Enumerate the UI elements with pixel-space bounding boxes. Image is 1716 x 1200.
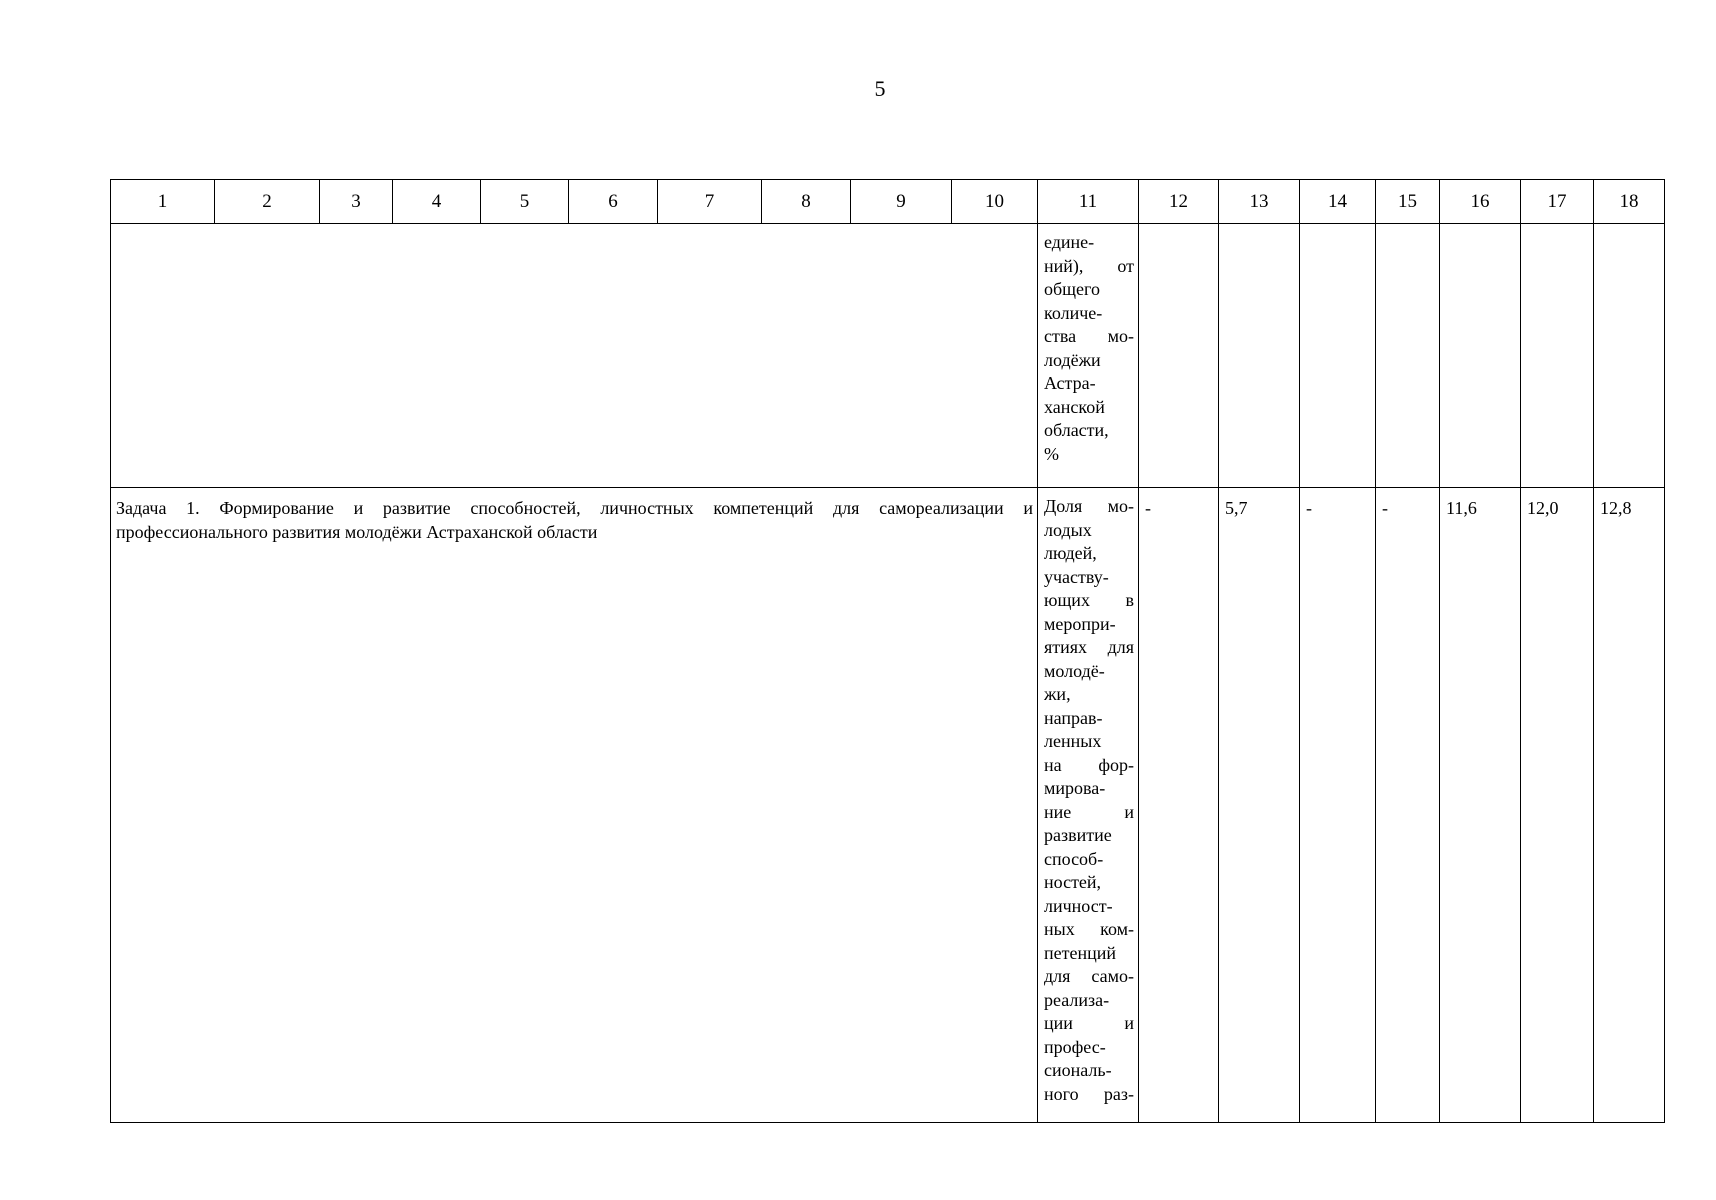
- header-cell: 18: [1594, 180, 1665, 224]
- indicator-line: лодых: [1044, 519, 1092, 540]
- indicator-line: едине-: [1044, 232, 1095, 252]
- header-cell: 8: [762, 180, 851, 224]
- value-cell-col-14: -: [1300, 488, 1376, 1123]
- indicator-line: области,: [1044, 420, 1109, 440]
- header-cell: 4: [393, 180, 481, 224]
- table-row-continuation: [111, 224, 1665, 488]
- indicator-line: участву-: [1044, 566, 1109, 587]
- indicator-line: Доля мо-: [1044, 496, 1134, 516]
- value-cell-col-15: -: [1376, 488, 1440, 1123]
- indicator-line: меропри-: [1044, 613, 1116, 634]
- indicator-line: ние и: [1044, 801, 1134, 822]
- value-cell-col-12: -: [1139, 488, 1219, 1123]
- value-cell: [1521, 224, 1594, 488]
- header-cell: 15: [1376, 180, 1440, 224]
- header-cell: 11: [1038, 180, 1139, 224]
- indicator-line: петенций: [1044, 942, 1117, 963]
- indicator-line: сиональ-: [1044, 1060, 1112, 1080]
- indicator-line: для само-: [1044, 966, 1134, 986]
- indicator-line: общего: [1044, 279, 1100, 299]
- header-cell: 5: [481, 180, 569, 224]
- indicator-line: личност-: [1044, 895, 1113, 916]
- task-description: Задача 1. Формирование и развитие способностей, личностных компетенций для самореализации и профессионального развития молодёжи Астраханской области: [111, 488, 1038, 1123]
- header-cell: 7: [658, 180, 762, 224]
- value-cell: [1376, 224, 1440, 488]
- indicator-line: мирова-: [1044, 778, 1106, 798]
- indicator-line: Астра-: [1044, 373, 1096, 393]
- indicator-line: ностей,: [1044, 872, 1102, 892]
- indicator-cell: [1038, 488, 1139, 1123]
- indicator-line: ятиях для: [1044, 637, 1134, 657]
- indicator-line: ханской: [1044, 396, 1105, 417]
- indicator-line: ного раз-: [1044, 1083, 1134, 1104]
- header-cell: 12: [1139, 180, 1219, 224]
- indicator-line: ства мо-: [1044, 326, 1134, 346]
- header-cell: 6: [569, 180, 658, 224]
- empty-merged-cell: [111, 224, 1038, 488]
- value-cell: [1440, 224, 1521, 488]
- indicator-line: ний), от: [1044, 255, 1134, 276]
- indicator-line: лодёжи: [1044, 349, 1101, 370]
- header-cell: 17: [1521, 180, 1594, 224]
- value-cell-col-16: 11,6: [1440, 488, 1521, 1123]
- indicator-line: жи,: [1044, 684, 1071, 704]
- value-cell: [1300, 224, 1376, 488]
- header-cell: 3: [320, 180, 393, 224]
- header-cell: 1: [111, 180, 215, 224]
- indicator-line: ных ком-: [1044, 919, 1134, 939]
- header-cell: 9: [851, 180, 952, 224]
- header-cell: 14: [1300, 180, 1376, 224]
- value-cell: [1594, 224, 1665, 488]
- indicator-line: количе-: [1044, 302, 1103, 323]
- indicator-line: ющих в: [1044, 590, 1134, 610]
- value-cell: [1139, 224, 1219, 488]
- value-cell: [1219, 224, 1300, 488]
- header-cell: 2: [215, 180, 320, 224]
- header-cell: 13: [1219, 180, 1300, 224]
- indicator-line: ции и: [1044, 1013, 1134, 1033]
- indicator-line: молодё-: [1044, 660, 1105, 681]
- indicator-line: ленных: [1044, 731, 1102, 751]
- indicator-cell: [1038, 224, 1139, 488]
- indicator-line: развитие: [1044, 825, 1112, 845]
- value-cell-col-13: 5,7: [1219, 488, 1300, 1123]
- value-cell-col-18: 12,8: [1594, 488, 1665, 1123]
- header-row: [111, 180, 1665, 224]
- indicator-line: %: [1044, 443, 1059, 464]
- indicator-line: людей,: [1044, 543, 1097, 563]
- indicator-line: на фор-: [1044, 754, 1134, 775]
- indicators-table: [110, 179, 1665, 1123]
- indicator-line: реализа-: [1044, 989, 1110, 1010]
- indicator-line: способ-: [1044, 848, 1104, 869]
- table-row-task-1: [111, 488, 1665, 1123]
- header-cell: 10: [952, 180, 1038, 224]
- indicator-line: профес-: [1044, 1036, 1106, 1057]
- value-cell-col-17: 12,0: [1521, 488, 1594, 1123]
- header-cell: 16: [1440, 180, 1521, 224]
- indicator-line: направ-: [1044, 707, 1103, 728]
- page-number: 5: [874, 76, 886, 101]
